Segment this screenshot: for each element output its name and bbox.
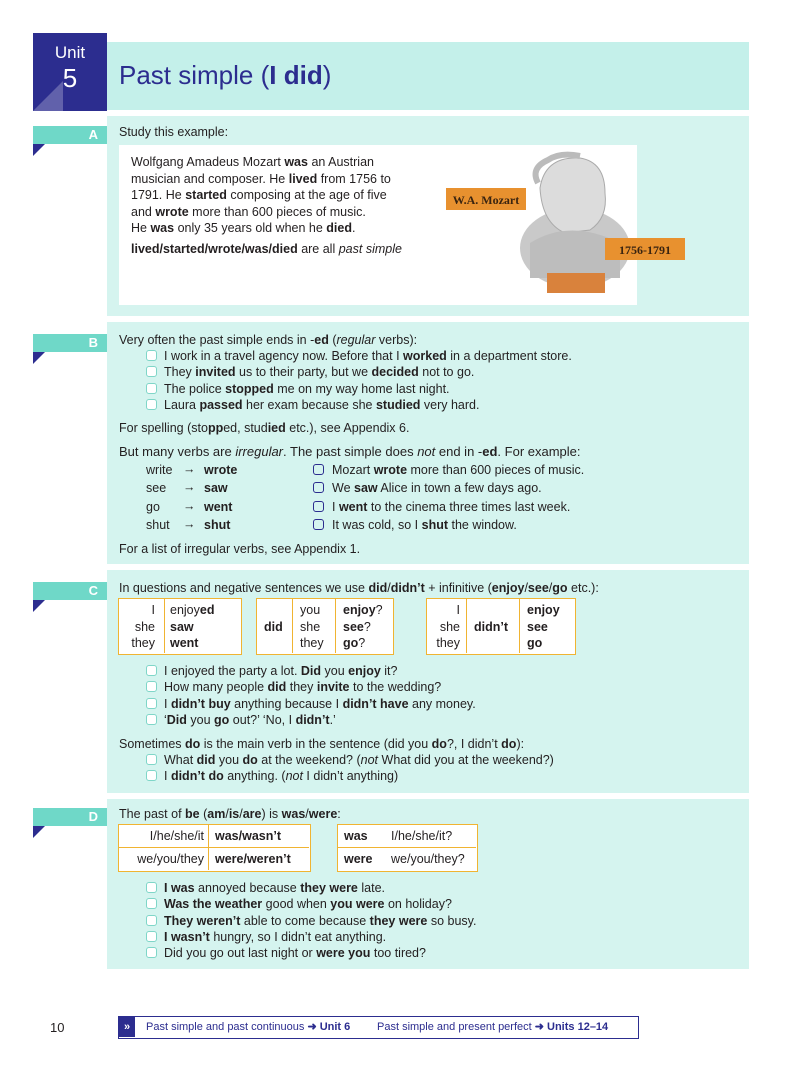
section-a-intro: Study this example: <box>119 125 229 139</box>
section-b-intro: Very often the past simple ends in -ed (regular verbs): <box>119 333 418 347</box>
arrow-icon: → <box>183 462 196 476</box>
double-arrow-icon: » <box>119 1017 135 1037</box>
unit-label: Unit <box>54 43 86 62</box>
did-example: How many people did they invite to the wedding? <box>146 679 441 695</box>
link-units-12-14[interactable]: Past simple and present perfect ➜ Units 12–14 <box>377 1021 609 1033</box>
was-were-example: I wasn’t hungry, so I didn’t eat anything. <box>146 929 386 945</box>
did-example: I didn’t buy anything because I didn’t have any money. <box>146 696 476 712</box>
page-number: 10 <box>50 1020 65 1035</box>
arrow-icon: → <box>183 498 196 513</box>
verb-past: shut <box>204 517 231 532</box>
section-tab-d: D <box>33 808 107 826</box>
pronoun-cell: I/he/she/it? <box>391 829 453 843</box>
mozart-line: Wolfgang Amadeus Mozart was an Austrian <box>131 155 374 169</box>
page-title: Past simple (I did) <box>119 60 332 90</box>
did-example: ‘Did you go out?’ ‘No, I didn’t.’ <box>146 712 336 728</box>
mozart-line: 1791. He started composing at the age of five <box>131 188 387 202</box>
link-unit-6[interactable]: Past simple and past continuous ➜ Unit 6 <box>146 1021 351 1033</box>
bullet-icon <box>146 399 157 410</box>
pronoun-cell: I/he/she/it <box>149 829 204 843</box>
be-form-cell: was/wasn’t <box>215 829 281 843</box>
irregular-example: It was cold, so I shut the window. <box>313 517 517 533</box>
mozart-summary: lived/started/wrote/was/died are all past simple <box>131 242 402 256</box>
table-subject: I <box>456 603 460 617</box>
bullet-icon <box>146 882 157 893</box>
mozart-bust-image <box>420 148 690 300</box>
section-d-intro: The past of be (am/is/are) is was/were: <box>119 807 341 821</box>
regular-example: The police stopped me on my way home last night. <box>146 381 450 397</box>
pronoun-cell: we/you/they <box>137 852 204 866</box>
regular-example: Laura passed her exam because she studied very hard. <box>146 397 479 413</box>
did-example: I enjoyed the party a lot. Did you enjoy it? <box>146 663 397 679</box>
be-form-cell: were/weren’t <box>215 852 291 866</box>
unit-badge <box>33 33 107 111</box>
do-example: What did you do at the weekend? (not What did you at the weekend?) <box>146 752 554 768</box>
irregular-example: Mozart wrote more than 600 pieces of music. <box>313 462 584 478</box>
do-main-verb-note: Sometimes do is the main verb in the sentence (did you do?, I didn’t do): <box>119 737 525 751</box>
table-verb: go? <box>343 636 366 650</box>
unit-number: 5 <box>62 63 78 93</box>
mozart-name-label: W.A. Mozart <box>452 193 520 207</box>
bullet-icon <box>146 947 157 958</box>
table-subject: she <box>439 619 460 634</box>
verb-base: go <box>146 499 160 514</box>
verb-base: shut <box>146 517 170 532</box>
table-verb: see <box>527 619 548 634</box>
mozart-line: musician and composer. He lived from 1756 to <box>131 171 391 186</box>
bullet-icon <box>313 501 324 512</box>
table-verb: go <box>527 636 543 650</box>
table-subject: they <box>131 636 155 650</box>
bullet-icon <box>146 366 157 377</box>
appendix-note: For a list of irregular verbs, see Appendix 1. <box>119 542 361 556</box>
regular-example: They invited us to their party, but we decided not to go. <box>146 364 474 380</box>
table-verb: enjoy? <box>343 603 383 617</box>
table-verb: went <box>170 636 199 650</box>
table-subject: you <box>300 603 321 617</box>
was-were-example: Was the weather good when you were on holiday? <box>146 896 452 912</box>
bullet-icon <box>146 698 157 709</box>
verb-base: write <box>146 463 173 477</box>
bullet-icon <box>146 383 157 394</box>
section-tab-b: B <box>33 334 107 352</box>
bullet-icon <box>146 350 157 361</box>
section-c-intro: In questions and negative sentences we use did/didn’t + infinitive (enjoy/see/go etc.): <box>119 581 599 595</box>
bullet-icon <box>313 482 324 493</box>
table-aux: did <box>264 620 283 634</box>
mozart-dates-label: 1756-1791 <box>619 243 671 257</box>
arrow-icon: → <box>183 480 196 495</box>
verb-past: went <box>204 499 233 514</box>
bullet-icon <box>146 754 157 765</box>
section-tab-a: A <box>33 126 107 144</box>
irregular-example: We saw Alice in town a few days ago. <box>313 480 542 496</box>
table-subject: they <box>300 636 324 650</box>
spelling-note: For spelling (stopped, studied etc.), see Appendix 6. <box>119 421 410 435</box>
table-verb: enjoyed <box>170 603 215 617</box>
bullet-icon <box>146 681 157 692</box>
be-form-cell: was <box>344 829 368 843</box>
was-were-example: They weren’t able to come because they were so busy. <box>146 913 476 929</box>
table-subject: she <box>300 619 321 634</box>
bullet-icon <box>146 714 157 725</box>
verb-base: see <box>146 481 167 496</box>
table-verb: see? <box>343 619 371 634</box>
mozart-line: and wrote more than 600 pieces of music. <box>131 204 366 219</box>
was-were-example: I was annoyed because they were late. <box>146 880 385 896</box>
table-aux: didn’t <box>474 620 509 634</box>
bullet-icon <box>146 665 157 676</box>
bullet-icon <box>146 898 157 909</box>
verb-past: wrote <box>204 463 238 477</box>
table-subject: I <box>151 603 155 617</box>
table-subject: she <box>134 619 155 634</box>
bullet-icon <box>146 915 157 926</box>
irregular-example: I went to the cinema three times last week. <box>313 499 570 515</box>
table-verb: enjoy <box>527 603 560 617</box>
section-tab-c: C <box>33 582 107 600</box>
was-were-example: Did you go out last night or were you too tired? <box>146 945 426 961</box>
bullet-icon <box>146 931 157 942</box>
do-example: I didn’t do anything. (not I didn’t anything) <box>146 768 398 784</box>
verb-past: saw <box>204 481 228 496</box>
bullet-icon <box>146 770 157 781</box>
cross-reference-bar <box>118 1016 639 1039</box>
arrow-icon: → <box>183 516 196 531</box>
mozart-line: He was only 35 years old when he died. <box>131 221 356 235</box>
table-verb: saw <box>170 619 194 634</box>
table-subject: they <box>436 636 460 650</box>
irregular-intro: But many verbs are irregular. The past simple does not end in -ed. For example: <box>119 444 581 459</box>
bullet-icon <box>313 519 324 530</box>
bullet-icon <box>313 464 324 475</box>
regular-example: I work in a travel agency now. Before that I worked in a department store. <box>146 348 572 364</box>
be-form-cell: were <box>344 852 373 866</box>
pronoun-cell: we/you/they? <box>391 852 465 866</box>
